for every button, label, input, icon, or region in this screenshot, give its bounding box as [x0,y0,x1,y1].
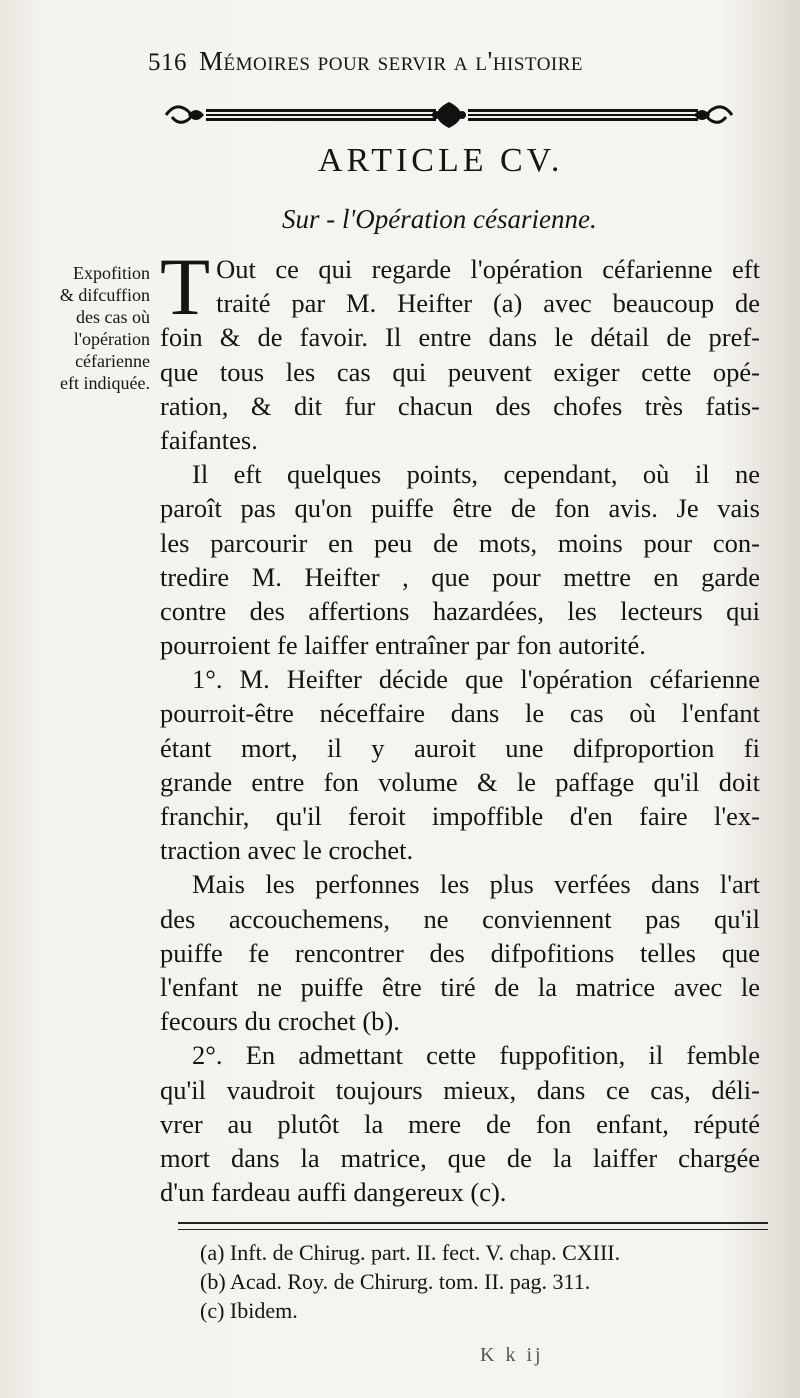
paragraph-4 [160,867,760,1038]
text-line: franchir, qu'il feroit impoffible d'en faire l'ex- [160,801,760,831]
text-line: pourroit-être néceffaire dans le cas où l'enfant [160,698,760,729]
text-line: foin & de favoir. Il entre dans le détail de pref- [160,322,760,353]
paragraph-5 [160,1038,760,1209]
text-line: que tous les cas qui peuvent exiger cette opé- [160,356,760,387]
footnote-a: (a) Inft. de Chirug. part. II. fect. V. chap. CXIII. [200,1240,621,1265]
text-line: Out ce qui regarde l'opération céfarienne eft [216,254,760,284]
margin-note-line: & difcuffion [59,285,150,305]
paragraph-2 [160,457,760,662]
running-header [148,46,748,77]
text-line: grande entre fon volume & le paffage qu'il doit [160,766,760,797]
text-line: traction avec le crochet. [160,835,414,866]
footnotes [200,1238,770,1325]
paragraph-1 [160,241,760,457]
text-line: 1°. M. Heifter décide que l'opération céfarienne [192,664,760,695]
margin-note-line: eft indiquée. [60,373,150,393]
text-line: l'enfant ne puiffe être tiré de la matrice avec le [160,971,760,1002]
margin-note [10,262,150,394]
drop-cap: T [160,241,211,332]
text-line: tredire M. Heifter , que pour mettre en garde [160,561,760,592]
article-title: ARTICLE CV. [318,142,564,179]
paragraph-3 [160,662,760,867]
text-line: d'un fardeau auffi dangereux (c). [160,1177,507,1208]
footnote-c: (c) Ibidem. [200,1298,298,1323]
text-line: traité par M. Heifter (a) avec beaucoup de [216,288,760,319]
signature-mark: K k ij [480,1344,544,1366]
text-line: Mais les perfonnes les plus verfées dans l'art [192,869,760,900]
ornamental-rule [160,98,738,132]
text-line: paroît pas qu'on puiffe être de fon avis. Je vais [160,493,760,524]
text-line: des accouchemens, ne conviennent pas qu'il [160,903,760,934]
text-line: fecours du crochet (b). [160,1006,400,1037]
text-line: contre des affertions hazardées, les lecteurs qui [160,595,760,626]
text-line: pourroient fe laiffer entraîner par fon autorité. [160,630,646,661]
footnote-rule [178,1222,768,1230]
margin-note-line: céfarienne [75,351,150,371]
footnote-b: (b) Acad. Roy. de Chirurg. tom. II. pag. 311. [200,1269,591,1294]
text-line: mort dans la matrice, que de la laiffer chargée [160,1142,760,1173]
text-line: 2°. En admettant cette fuppofition, il femble [192,1040,760,1071]
text-line: Il eft quelques points, cependant, où il ne [192,459,760,490]
margin-note-line: Expofition [73,263,150,283]
text-line: les parcourir en peu de mots, moins pour con- [160,527,760,558]
running-title: Mémoires pour servir a l'histoire [199,46,584,76]
page-number: 516 [148,49,187,76]
text-line: étant mort, il y auroit une difproportion fi [160,732,760,763]
body-text [160,241,760,1209]
text-line: puiffe fe rencontrer des difpofitions telles que [160,937,760,968]
text-line: vrer au plutôt la mere de fon enfant, réputé [160,1108,760,1139]
text-line: ration, & dit fur chacun des chofes très fatis- [160,390,760,421]
text-line: qu'il vaudroit toujours mieux, dans ce cas, déli- [160,1074,760,1105]
article-subtitle: Sur - l'Opération césarienne. [282,204,597,234]
margin-note-line: l'opération [73,329,150,349]
margin-note-line: des cas où [76,307,150,327]
text-line: faifantes. [160,424,258,455]
